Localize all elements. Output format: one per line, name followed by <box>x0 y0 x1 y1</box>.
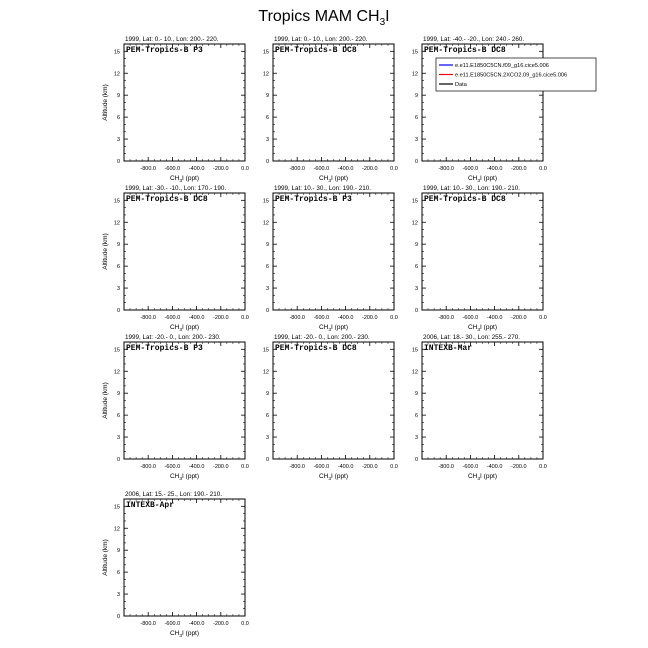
panel-6 <box>412 185 547 333</box>
y-tick-label: 15 <box>262 347 269 354</box>
x-axis-label: $CH_3I$ (ppt) <box>169 473 200 482</box>
legend-entry: e.e11.E1850C5CN.2XCO2.09_g16.cice5.006 <box>455 72 568 79</box>
y-tick-label: 0 <box>116 159 120 165</box>
y-tick-label: 9 <box>116 548 120 555</box>
y-tick-label: 9 <box>265 242 269 249</box>
y-tick-label: 15 <box>262 49 269 56</box>
y-tick-label: 12 <box>113 526 120 533</box>
panel-1 <box>102 36 249 184</box>
panel-header: 1999, Lat: 0.- 10., Lon: 200.- 220. <box>125 36 219 43</box>
x-tick-label: -600.0 <box>462 315 479 321</box>
y-tick-label: 3 <box>414 286 418 293</box>
y-tick-label: 0 <box>265 159 269 165</box>
x-tick-label: -600.0 <box>164 166 181 172</box>
x-tick-label: -800.0 <box>438 166 455 172</box>
panel-7 <box>102 334 249 482</box>
x-tick-label: 0.0 <box>539 166 547 172</box>
y-tick-label: 0 <box>414 308 418 314</box>
campaign-label: PEM-Tropics-B DC8 <box>275 46 357 55</box>
y-tick-label: 6 <box>265 264 269 271</box>
x-tick-label: 0.0 <box>539 315 547 321</box>
y-tick-label: 15 <box>113 49 120 56</box>
y-tick-label: 12 <box>262 220 269 227</box>
panel-header: 1999, Lat: 10.- 30., Lon: 190.- 210. <box>423 185 520 192</box>
panel-10 <box>102 491 249 639</box>
y-tick-label: 3 <box>265 137 269 144</box>
legend <box>436 58 596 91</box>
plot-frame <box>422 193 543 310</box>
y-tick-label: 6 <box>414 264 418 271</box>
x-tick-label: -200.0 <box>510 166 527 172</box>
campaign-label: PEM-Tropics-B DC8 <box>275 344 357 353</box>
x-axis-label: $CH_3I$ (ppt) <box>169 630 200 639</box>
y-tick-label: 3 <box>414 435 418 442</box>
y-tick-label: 15 <box>262 198 269 205</box>
y-tick-label: 15 <box>411 49 418 56</box>
campaign-label: PEM-Tropics-B P3 <box>126 344 203 353</box>
y-tick-label: 3 <box>116 286 120 293</box>
panel-4 <box>102 185 249 333</box>
legend-entry: e.e11.E1850C5CN.f09_g16.cice5.006 <box>455 63 549 69</box>
campaign-label: INTEXB-Mar <box>424 344 473 353</box>
plot-frame <box>422 342 543 459</box>
y-tick-label: 6 <box>116 115 120 122</box>
y-tick-label: 12 <box>262 71 269 78</box>
y-tick-label: 3 <box>116 137 120 144</box>
y-tick-label: 12 <box>411 220 418 227</box>
x-tick-label: -800.0 <box>438 464 455 470</box>
y-tick-label: 15 <box>411 198 418 205</box>
panel-header: 1999, Lat: -40.- -20., Lon: 240.- 260. <box>423 36 525 43</box>
y-tick-label: 9 <box>265 391 269 398</box>
x-axis-label: $CH_3I$ (ppt) <box>318 324 349 333</box>
y-tick-label: 9 <box>116 93 120 100</box>
campaign-label: PEM-Tropics-B P3 <box>275 195 352 204</box>
y-tick-label: 0 <box>116 457 120 463</box>
x-tick-label: 0.0 <box>390 315 398 321</box>
x-tick-label: -200.0 <box>212 166 229 172</box>
panel-8 <box>263 334 398 482</box>
y-tick-label: 3 <box>414 137 418 144</box>
y-tick-label: 0 <box>265 308 269 314</box>
x-tick-label: -600.0 <box>462 166 479 172</box>
x-tick-label: -800.0 <box>140 166 157 172</box>
y-tick-label: 3 <box>265 435 269 442</box>
x-tick-label: -200.0 <box>361 166 378 172</box>
x-tick-label: -200.0 <box>510 315 527 321</box>
y-axis-label: Altitude (km) <box>102 233 109 270</box>
y-tick-label: 6 <box>265 115 269 122</box>
y-tick-label: 12 <box>113 71 120 78</box>
x-tick-label: 0.0 <box>390 464 398 470</box>
panel-header: 1999, Lat: -30.- -10., Lon: 170.- 190. <box>125 185 227 192</box>
y-tick-label: 6 <box>265 413 269 420</box>
y-tick-label: 12 <box>411 369 418 376</box>
panel-header: 1999, Lat: -20.- 0., Lon: 200.- 230. <box>274 334 370 341</box>
y-tick-label: 0 <box>116 614 120 620</box>
y-tick-label: 12 <box>262 369 269 376</box>
y-axis-label: Altitude (km) <box>102 84 109 121</box>
y-tick-label: 15 <box>113 504 120 511</box>
x-tick-label: -200.0 <box>212 621 229 627</box>
x-tick-label: 0.0 <box>241 464 249 470</box>
x-tick-label: -400.0 <box>188 166 205 172</box>
y-tick-label: 15 <box>411 347 418 354</box>
y-tick-label: 0 <box>414 159 418 165</box>
x-axis-label: $CH_3I$ (ppt) <box>318 473 349 482</box>
x-tick-label: -200.0 <box>361 315 378 321</box>
x-tick-label: -600.0 <box>164 464 181 470</box>
x-tick-label: -800.0 <box>140 621 157 627</box>
y-tick-label: 12 <box>411 71 418 78</box>
x-tick-label: 0.0 <box>241 166 249 172</box>
y-tick-label: 12 <box>113 369 120 376</box>
panel-3 <box>412 36 596 184</box>
x-tick-label: -400.0 <box>486 166 503 172</box>
x-tick-label: -600.0 <box>313 464 330 470</box>
x-tick-label: -600.0 <box>164 621 181 627</box>
x-tick-label: 0.0 <box>390 166 398 172</box>
y-tick-label: 15 <box>113 347 120 354</box>
plot-frame <box>273 193 394 310</box>
y-tick-label: 9 <box>116 391 120 398</box>
y-tick-label: 9 <box>414 391 418 398</box>
y-tick-label: 6 <box>116 264 120 271</box>
x-tick-label: -200.0 <box>510 464 527 470</box>
y-tick-label: 6 <box>414 115 418 122</box>
plot-frame <box>124 44 245 161</box>
x-axis-label: $CH_3I$ (ppt) <box>169 324 200 333</box>
campaign-label: PEM-Tropics-B DC8 <box>424 46 506 55</box>
x-tick-label: -600.0 <box>313 315 330 321</box>
panel-5 <box>263 185 398 333</box>
plot-frame <box>124 342 245 459</box>
x-axis-label: $CH_3I$ (ppt) <box>318 175 349 184</box>
x-tick-label: -800.0 <box>438 315 455 321</box>
x-axis-label: $CH_3I$ (ppt) <box>169 175 200 184</box>
figure-title: Tropics MAM $CH_3I$ <box>258 8 390 29</box>
x-tick-label: -400.0 <box>337 315 354 321</box>
x-tick-label: -800.0 <box>289 464 306 470</box>
x-tick-label: -600.0 <box>164 315 181 321</box>
y-tick-label: 3 <box>116 435 120 442</box>
plot-frame <box>273 342 394 459</box>
x-tick-label: -600.0 <box>313 166 330 172</box>
plot-frame <box>273 44 394 161</box>
y-tick-label: 9 <box>116 242 120 249</box>
y-tick-label: 0 <box>116 308 120 314</box>
y-tick-label: 3 <box>265 286 269 293</box>
x-axis-label: $CH_3I$ (ppt) <box>467 473 498 482</box>
x-tick-label: 0.0 <box>241 315 249 321</box>
x-tick-label: -800.0 <box>140 464 157 470</box>
y-tick-label: 12 <box>113 220 120 227</box>
legend-entry: Data <box>455 82 467 88</box>
x-tick-label: -800.0 <box>140 315 157 321</box>
campaign-label: PEM-Tropics-B P3 <box>126 46 203 55</box>
panel-header: 1999, Lat: -20.- 0., Lon: 200.- 230. <box>125 334 221 341</box>
panel-header: 2006, Lat: 18.- 30., Lon: 255.- 270. <box>423 334 520 341</box>
plot-frame <box>124 193 245 310</box>
panel-2 <box>263 36 398 184</box>
x-tick-label: -400.0 <box>188 621 205 627</box>
panel-header: 1999, Lat: 0.- 10., Lon: 200.- 220. <box>274 36 368 43</box>
x-axis-label: $CH_3I$ (ppt) <box>467 324 498 333</box>
y-tick-label: 6 <box>116 570 120 577</box>
x-tick-label: -800.0 <box>289 315 306 321</box>
panel-header: 1999, Lat: 10.- 30., Lon: 190.- 210. <box>274 185 371 192</box>
y-tick-label: 9 <box>414 242 418 249</box>
y-tick-label: 6 <box>116 413 120 420</box>
x-tick-label: -400.0 <box>486 315 503 321</box>
y-tick-label: 9 <box>414 93 418 100</box>
y-tick-label: 0 <box>414 457 418 463</box>
plot-frame <box>124 499 245 616</box>
x-axis-label: $CH_3I$ (ppt) <box>467 175 498 184</box>
panel-9 <box>412 334 547 482</box>
x-tick-label: -200.0 <box>361 464 378 470</box>
y-tick-label: 6 <box>414 413 418 420</box>
y-tick-label: 0 <box>265 457 269 463</box>
x-tick-label: 0.0 <box>539 464 547 470</box>
y-axis-label: Altitude (km) <box>102 539 109 576</box>
panel-header: 2006, Lat: 15.- 25., Lon: 190.- 210. <box>125 491 222 498</box>
y-tick-label: 3 <box>116 592 120 599</box>
x-tick-label: -600.0 <box>462 464 479 470</box>
y-tick-label: 9 <box>265 93 269 100</box>
x-tick-label: -200.0 <box>212 464 229 470</box>
x-tick-label: -400.0 <box>337 166 354 172</box>
campaign-label: PEM-Tropics-B DC8 <box>424 195 506 204</box>
x-tick-label: -800.0 <box>289 166 306 172</box>
x-tick-label: -400.0 <box>188 464 205 470</box>
x-tick-label: -400.0 <box>337 464 354 470</box>
y-axis-label: Altitude (km) <box>102 382 109 419</box>
x-tick-label: -200.0 <box>212 315 229 321</box>
campaign-label: PEM-Tropics-B DC8 <box>126 195 208 204</box>
x-tick-label: 0.0 <box>241 621 249 627</box>
y-tick-label: 15 <box>113 198 120 205</box>
campaign-label: INTEXB-Apr <box>126 501 175 510</box>
x-tick-label: -400.0 <box>486 464 503 470</box>
x-tick-label: -400.0 <box>188 315 205 321</box>
